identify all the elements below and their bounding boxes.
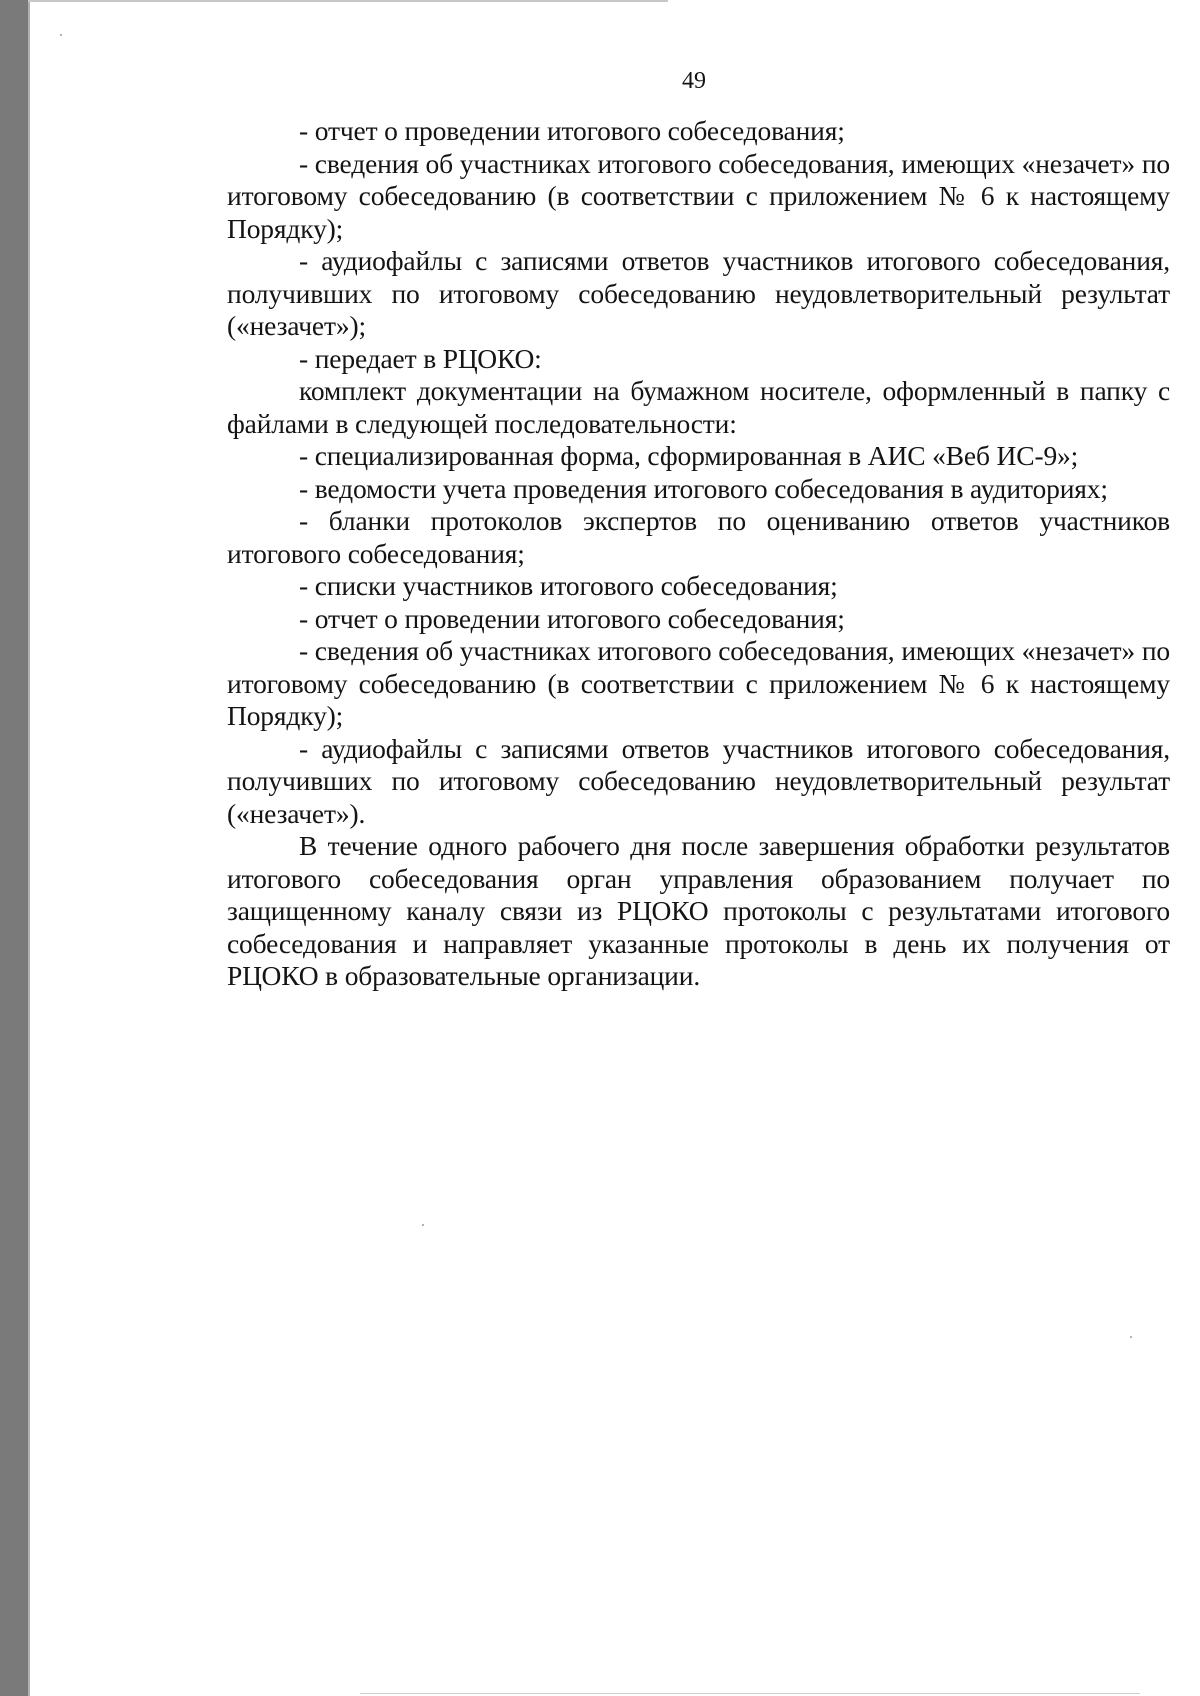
paragraph-fail-participants-info: - сведения об участниках итогового собеседования, имеющих «незачет» по итоговому собеседованию (в соответствии с приложением № 6 к настоящему Порядку); <box>227 147 1170 244</box>
scan-speck <box>1130 1336 1132 1338</box>
scan-speck <box>422 1224 424 1226</box>
scan-bottom-edge <box>360 1693 1140 1694</box>
paragraph-specialized-form: - специализированная форма, сформированная в АИС «Веб ИС-9»; <box>299 440 1079 471</box>
document-page <box>30 0 1200 1696</box>
paragraph-participant-lists: - списки участников итогового собеседования; <box>299 570 838 601</box>
paragraph-audio-files: - аудиофайлы с записями ответов участников итогового собеседования, получивших по итоговому собеседованию неудовлетворительный результат («незачет»); <box>227 245 1170 341</box>
paragraph-report-repeat: - отчет о проведении итогового собеседования; <box>299 602 845 634</box>
scan-shadow-edge <box>0 0 28 1696</box>
scan-top-edge <box>28 0 668 2</box>
paragraph-audio-files-repeat: - аудиофайлы с записями ответов участников итогового собеседования, получивших по итоговому собеседованию неудовлетворительный результат («незачет»). <box>227 732 1170 829</box>
paragraph-expert-protocol-forms: - бланки протоколов экспертов по оцениванию ответов участников итогового собеседования; <box>227 505 1170 569</box>
page-number: 49 <box>682 68 706 94</box>
paragraph-fail-participants-info-repeat: - сведения об участниках итогового собеседования, имеющих «незачет» по итоговому собеседованию (в соответствии с приложением № 6 к настоящему Порядку); <box>227 635 1170 731</box>
paragraph-results-processing: В течение одного рабочего дня после завершения обработки результатов итогового собеседования орган управления образованием получает по защищенному каналу связи из РЦОКО протоколы с результатами итогового собеседования и направляет указанные протоколы в день их получения от РЦОКО в образовательные организации. <box>227 830 1170 991</box>
paragraph-transfers-to-rcoko: - передает в РЦОКО: <box>299 342 542 374</box>
scan-speck <box>60 34 62 36</box>
paragraph-attendance-sheets: - ведомости учета проведения итогового собеседования в аудиториях; <box>299 472 1108 504</box>
page-body <box>227 115 1170 993</box>
paragraph-document-set: комплект документации на бумажном носителе, оформленный в папку с файлами в следующей последовательности: <box>227 375 1170 439</box>
paragraph-report: - отчет о проведении итогового собеседования; <box>299 115 845 146</box>
